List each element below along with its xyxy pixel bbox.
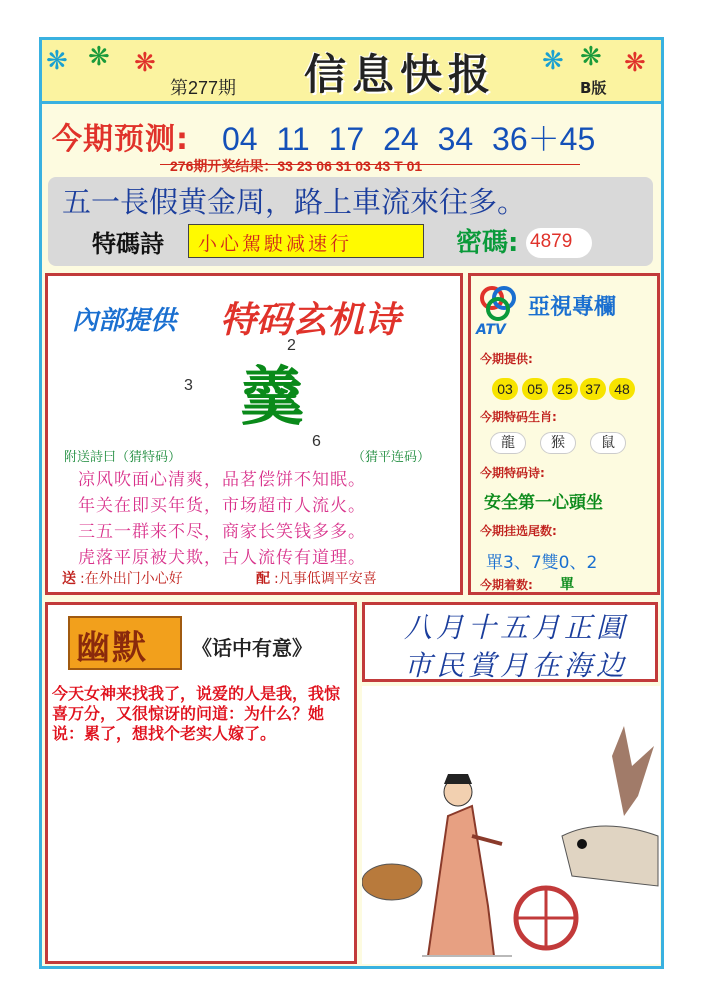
prediction-numbers: 04 11 17 24 34 36＋45 [222,121,596,157]
atv-poem: 安全第一心頭坐 [484,493,603,513]
poem-line: 三五一群来不尽，商家长笑钱多多。 [78,522,366,542]
flower-icon: ❋ [542,46,564,76]
previous-result: 276期开奖结果：33 23 06 31 03 43 T 01 [170,158,423,174]
riddle-glyph: 羹 [240,360,304,435]
prediction-label: 今期预测: [52,122,189,157]
humor-subtitle: 《话中有意》 [192,636,312,660]
slogan-text: 五一長假黄金周，路上車流來往多。 [62,185,527,219]
secret-code-value: 4879 [530,231,573,252]
inner-title: 特码玄机诗 [220,299,401,341]
poem-line: 年关在即买年货，市场超市人流火。 [78,496,366,516]
glyph-number-top: 2 [287,337,296,354]
scholar-illustration [362,686,660,964]
atv-provide-label: 今期提供: [480,352,533,366]
poem-line: 虎落平原被犬欺，古人流传有道理。 [78,548,366,568]
send-value: :在外出门小心好 [80,571,183,587]
zodiac-badge: 鼠 [590,432,626,454]
number-ball: 37 [580,378,606,400]
pair-value: :凡事低调平安喜 [274,571,377,587]
number-ball: 25 [552,378,578,400]
atv-tail-label: 今期挂选尾数: [480,524,557,538]
gift-label-right: （猜平连码） [352,450,431,465]
gift-label-left: 附送詩曰（猜特码） [64,450,182,465]
secret-code-label: 密碼: [456,228,519,258]
number-ball: 03 [492,378,518,400]
flower-icon: ❋ [88,42,110,72]
page-title: 信息快报 [304,50,497,99]
atv-logo-text: ATV [476,322,506,338]
atv-title: 亞視專欄 [528,294,617,320]
atv-poem-label: 今期特码诗: [480,466,545,480]
special-poem-text: 小心駕駛减速行 [198,233,353,255]
zodiac-badge: 龍 [490,432,526,454]
glyph-number-bottom: 6 [312,433,321,450]
inner-source: 內部提供 [72,306,177,336]
atv-logo-icon [478,284,518,324]
edition-label: B版 [580,79,607,97]
moon-poem-line: 市民賞月在海边 [404,649,629,682]
atv-hits-label: 今期着数: [480,578,533,592]
humor-badge-text: 幽默 [76,628,148,668]
atv-tail: 單3、7雙0、2 [486,553,598,573]
zodiac-badge: 猴 [540,432,576,454]
flower-icon: ❋ [580,42,602,72]
issue-number: 第277期 [170,78,237,98]
flower-icon: ❋ [624,48,646,78]
flower-icon: ❋ [46,46,68,76]
pair-label: 配 [256,571,270,587]
moon-poem-line: 八月十五月正圓 [404,611,629,644]
flower-icon: ❋ [134,48,156,78]
atv-hits: 單 [560,577,574,593]
send-label: 送 [62,571,76,587]
poem-line: 凉风吹面心清爽，品茗偿饼不知眠。 [78,470,366,490]
humor-text: 今天女神来找我了，说爱的人是我，我惊喜万分，又很惊讶的问道：为什么？她说：累了，想找个老实人嫁了。 [52,684,341,743]
special-poem-label: 特碼詩 [92,229,164,258]
number-ball: 48 [609,378,635,400]
glyph-number-left: 3 [184,377,193,394]
number-ball: 05 [522,378,548,400]
atv-zodiac-label: 今期特码生肖: [480,410,557,424]
